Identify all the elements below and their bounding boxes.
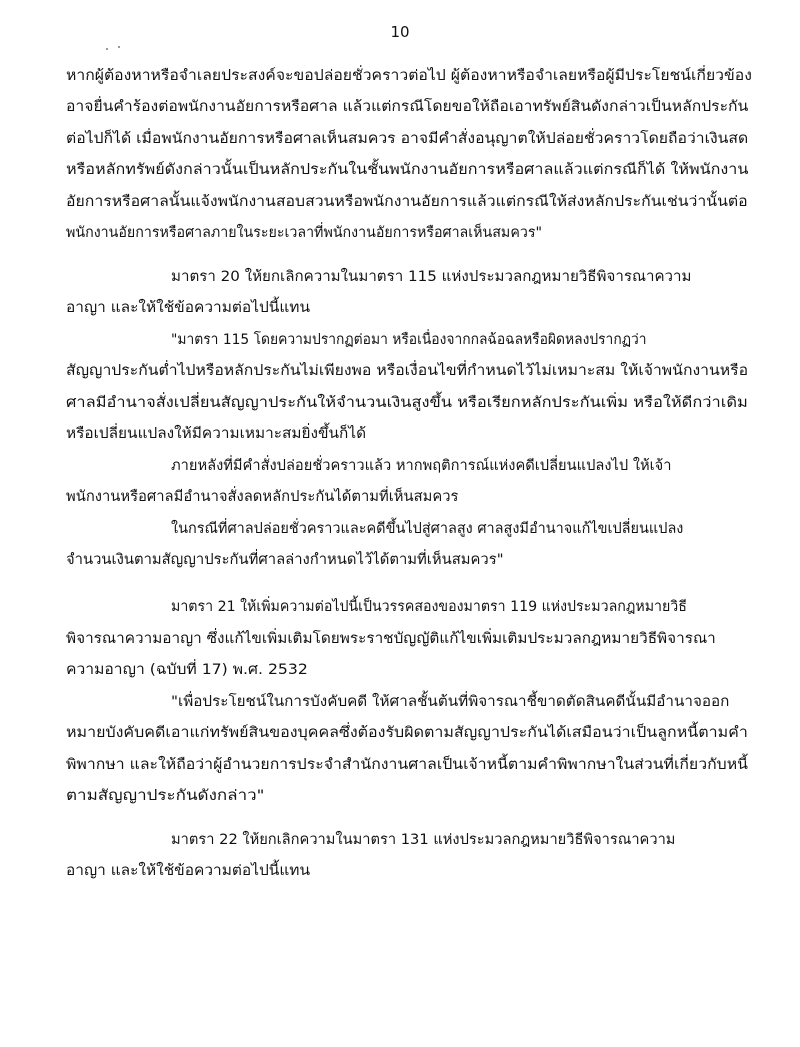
paragraph-line: ต่อไปก็ได้ เมื่อพนักงานอัยการหรือศาลเห็นสมควร อาจมีคำสั่งอนุญาตให้ปล่อยชั่วคราวโดยถือว่าเงินสด [66,131,749,147]
quote-line: จำนวนเงินตามสัญญาประกันที่ศาลล่างกำหนดไว้ได้ตามที่เห็นสมควร" [66,552,504,568]
paragraph-line: อาญา และให้ใช้ข้อความต่อไปนี้แทน [66,300,311,316]
quote-line: "มาตรา 115 โดยความปรากฏต่อมา หรือเนื่องจากกลฉ้อฉลหรือผิดหลงปรากฏว่า [171,332,647,348]
paragraph-line: อัยการหรือศาลนั้นแจ้งพนักงานสอบสวนหรือพนักงานอัยการแล้วแต่กรณีให้ส่งหลักประกันเช่นว่านั้นต่อ [66,194,748,210]
quote-line: ตามสัญญาประกันดังกล่าว" [66,788,265,804]
scan-speck [118,46,120,48]
quote-line: "เพื่อประโยชน์ในการบังคับคดี ให้ศาลชั้นต้นที่พิจารณาชี้ขาดตัดสินคดีนั้นมีอำนาจออก [171,694,730,710]
quote-line: หมายบังคับคดีเอาแก่ทรัพย์สินของบุคคลซึ่งต้องรับผิดตามสัญญาประกันได้เสมือนว่าเป็นลูกหนี้ตามคำ [66,725,748,741]
quote-line: หรือเปลี่ยนแปลงให้มีความเหมาะสมยิ่งขึ้นก็ได้ [66,426,367,442]
section-heading-line: มาตรา 22 ให้ยกเลิกความในมาตรา 131 แห่งประมวลกฎหมายวิธีพิจารณาความ [171,832,676,848]
paragraph-line: อาญา และให้ใช้ข้อความต่อไปนี้แทน [66,863,311,879]
paragraph-line: ความอาญา (ฉบับที่ 17) พ.ศ. 2532 [66,662,308,678]
quote-line: ในกรณีที่ศาลปล่อยชั่วคราวและคดีขึ้นไปสู่ศาลสูง ศาลสูงมีอำนาจแก้ไขเปลี่ยนแปลง [171,521,684,537]
paragraph-line: อาจยื่นคำร้องต่อพนักงานอัยการหรือศาล แล้วแต่กรณีโดยขอให้ถือเอาทรัพย์สินดังกล่าวเป็นหลักประกัน [66,99,749,115]
quote-line: ภายหลังที่มีคำสั่งปล่อยชั่วคราวแล้ว หากพฤติการณ์แห่งคดีเปลี่ยนแปลงไป ให้เจ้า [171,458,672,474]
paragraph-line: หรือหลักทรัพย์ดังกล่าวนั้นเป็นหลักประกันในชั้นพนักงานอัยการหรือศาลแล้วแต่กรณีก็ได้ ให้พนักงาน [66,162,749,178]
paragraph-line: หากผู้ต้องหาหรือจำเลยประสงค์จะขอปล่อยชั่วคราวต่อไป ผู้ต้องหาหรือจำเลยหรือผู้มีประโยชน์เกี่ยวข้อง [66,68,752,84]
quote-line: พนักงานหรือศาลมีอำนาจสั่งลดหลักประกันได้ตามที่เห็นสมควร [66,489,459,505]
page-number: 10 [390,23,410,41]
paragraph-line: พนักงานอัยการหรือศาลภายในระยะเวลาที่พนักงานอัยการหรือศาลเห็นสมควร" [66,225,543,241]
quote-line: สัญญาประกันต่ำไปหรือหลักประกันไม่เพียงพอ หรือเงื่อนไขที่กำหนดไว้ไม่เหมาะสม ให้เจ้าพนักงานหรือ [66,363,749,379]
section-heading-line: มาตรา 20 ให้ยกเลิกความในมาตรา 115 แห่งประมวลกฎหมายวิธีพิจารณาความ [171,269,692,285]
quote-line: พิพากษา และให้ถือว่าผู้อำนวยการประจำสำนักงานศาลเป็นเจ้าหนี้ตามคำพิพากษาในส่วนที่เกี่ยวกับหนี้ [66,757,748,773]
quote-line: ศาลมีอำนาจสั่งเปลี่ยนสัญญาประกันให้จำนวนเงินสูงขึ้น หรือเรียกหลักประกันเพิ่ม หรือให้ดีกว่าเดิม [66,395,748,411]
paragraph-line: พิจารณาความอาญา ซึ่งแก้ไขเพิ่มเติมโดยพระราชบัญญัติแก้ไขเพิ่มเติมประมวลกฎหมายวิธีพิจารณา [66,631,716,647]
section-heading-line: มาตรา 21 ให้เพิ่มความต่อไปนี้เป็นวรรคสองของมาตรา 119 แห่งประมวลกฎหมายวิธี [171,599,687,615]
scan-speck [106,48,108,50]
